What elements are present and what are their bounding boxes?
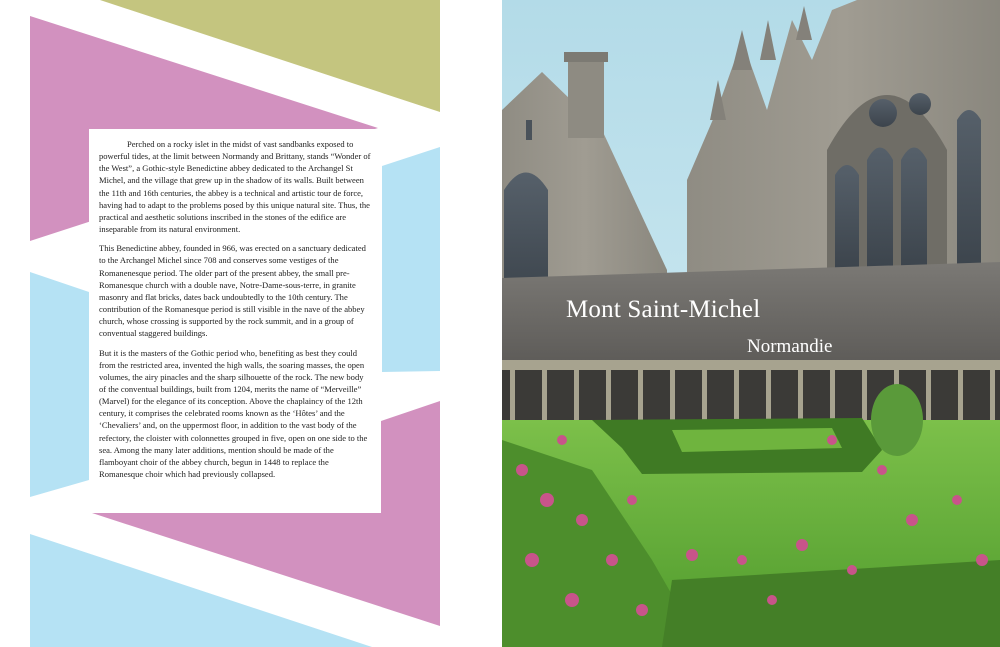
page-subtitle: Normandie bbox=[747, 336, 833, 357]
rose-window-2 bbox=[909, 93, 931, 115]
rose-window-1 bbox=[869, 99, 897, 127]
article-paragraph-2: This Benedictine abbey, founded in 966, was erected on a sanctuary dedicated to the Archangel Michel since 708 and conserves some vestiges of the Romanenesque period. The older part of the present abbey, the small pre-Romanesque church with a double nave, Notre-Dame-sous-terre, in granite masonry and flat bricks, dates back undoubtedly to the 10th century. The contribution of the Romanesque period is still visible in the nave of the abbey church, whose crossing is supported by the rock summit, and in a group of conventual staggered buildings. bbox=[99, 243, 366, 339]
shrub bbox=[871, 384, 923, 456]
side-window bbox=[957, 110, 981, 270]
page-title: Mont Saint-Michel bbox=[566, 296, 761, 323]
window-lancet-1 bbox=[835, 165, 859, 270]
hedge-inner-lawn bbox=[672, 428, 842, 452]
window-lancet-3 bbox=[901, 148, 927, 271]
article-paragraph-1: Perched on a rocky islet in the midst of vast sandbanks exposed to powerful tides, at the limit between Normandy and Brittany, stands “Wonder of the West”, a Gothic-style Benedictine abbey dedicated to the Archangel St Michel, and the village that grew up in the shadow of its walls. Built between the 11th and 16th centuries, the abbey is a technical and artistic tour de force, having had to adapt to the problems posed by this unique natural site. Thus, the practical and aesthetic solutions inscribed in the stones of the edifice are inseparable from its natural environment. bbox=[99, 139, 371, 235]
blue-wedge-right bbox=[382, 147, 440, 372]
small-window bbox=[526, 120, 532, 140]
right-page bbox=[502, 0, 1000, 647]
article-text-box bbox=[89, 129, 381, 513]
window-lancet-2 bbox=[867, 148, 893, 271]
article-paragraph-3: But it is the masters of the Gothic period who, benefiting as best they could from the restricted area, invented the high walls, the soaring masses, the open volumes, the airy pinacles and the sharp silhouette of the rock. The new body of the conventual buildings, built from 1204, merits the name of “Merveille” (Marvel) for the elegance of its conception. Above the chaplaincy of the 12th century, it comprises the celebrated rooms known as the ‘Hôtes’ and the ‘Chevaliers’ and, on the uppermost floor, in addition to the vast body of the refectory, the cloister with colonnettes grouped in five, open on one side to the sea. Among the many later additions, mention should be made of the flamboyant choir of the abbey church, begun in 1448 to replace the Romanesque choir which had previously collapsed. bbox=[99, 347, 368, 480]
blue-wedge-left bbox=[30, 272, 89, 497]
chimney-tower bbox=[568, 58, 604, 138]
chimney-cap bbox=[564, 52, 608, 62]
